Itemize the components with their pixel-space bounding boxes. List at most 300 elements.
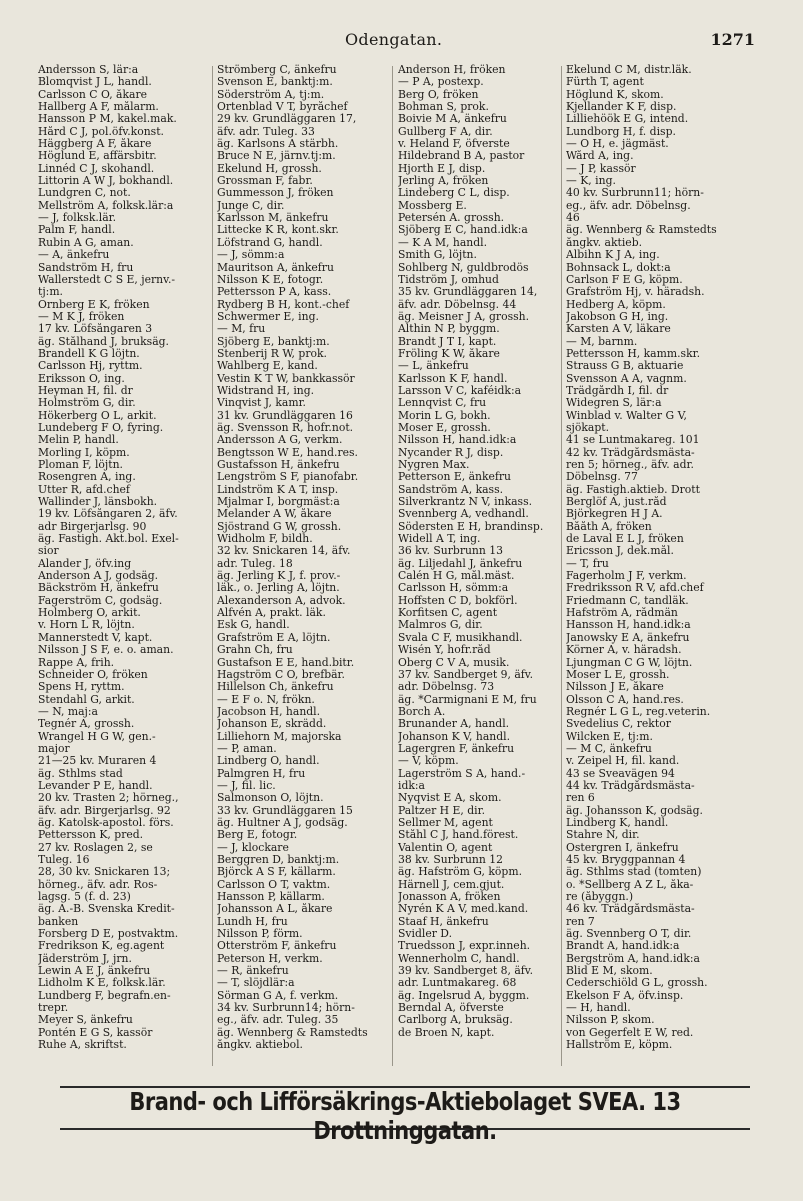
directory-column-3 bbox=[398, 64, 576, 1039]
directory-entry: 37 kv. Sandberget 9, äfv. bbox=[398, 668, 534, 681]
directory-entry: Ruhe A, skriftst. bbox=[38, 1039, 127, 1052]
directory-entry: Fagerholm J F, verkm. bbox=[566, 570, 687, 583]
directory-entry: Örnberg E K, fröken bbox=[38, 298, 150, 311]
directory-entry: Kjellander K F, disp. bbox=[566, 101, 677, 114]
directory-entry: sior bbox=[38, 545, 59, 558]
directory-column-1 bbox=[38, 64, 216, 1052]
directory-entry: — E F o. N, frökn. bbox=[217, 693, 315, 706]
directory-entry: — L, änkefru bbox=[398, 360, 469, 373]
directory-entry: Lagergren F, änkefru bbox=[398, 742, 515, 755]
directory-entry: Littorin A W J, bokhandl. bbox=[38, 175, 174, 188]
directory-entry: Lundborg H, f. disp. bbox=[566, 125, 676, 138]
directory-entry: Gullberg F A, dir. bbox=[398, 125, 493, 138]
directory-entry: Ekelund C M, distr.läk. bbox=[566, 64, 692, 76]
directory-entry: Hökerberg O L, arkit. bbox=[38, 409, 157, 422]
directory-entry: Andersson S, lär:a bbox=[38, 64, 139, 76]
directory-entry: Levander P E, handl. bbox=[38, 779, 153, 792]
directory-entry: Ploman F, löjtn. bbox=[38, 459, 123, 471]
directory-entry: ångkv. aktieb. bbox=[566, 236, 643, 249]
directory-entry: Berglöf A, just.råd bbox=[566, 496, 667, 509]
directory-entry: Gustafson E E, hand.bitr. bbox=[217, 656, 355, 669]
directory-entry: 45 kv. Bryggpannan 4 bbox=[566, 854, 686, 866]
directory-entry: Öberg C V A, musik. bbox=[398, 656, 510, 669]
directory-entry: Wennerholm C, handl. bbox=[398, 952, 520, 965]
directory-entry: Morling I, köpm. bbox=[38, 446, 130, 459]
directory-entry: Carlsson Hj, ryttm. bbox=[38, 360, 143, 373]
directory-entry: Östergren I, änkefru bbox=[566, 841, 679, 854]
directory-entry: Nilsson P, förm. bbox=[217, 928, 303, 941]
directory-entry: Ekelund H, grossh. bbox=[217, 162, 322, 175]
directory-entry: Pettersson P A, kass. bbox=[217, 286, 332, 299]
directory-entry: Brandell K G löjtn. bbox=[38, 347, 140, 360]
directory-entry: Lindberg O, handl. bbox=[217, 755, 320, 768]
directory-entry: Widegren S, lär:a bbox=[566, 397, 662, 410]
directory-entry: Widell A T, ing. bbox=[398, 533, 481, 546]
directory-entry: Mauritson A, änkefru bbox=[217, 261, 334, 274]
directory-entry: Lengström S F, pianofabr. bbox=[217, 471, 359, 484]
directory-entry: v. Horn L R, löjtn. bbox=[38, 619, 135, 632]
directory-entry: — N, maj:a bbox=[38, 705, 98, 718]
directory-entry: Lennqvist C, fru bbox=[398, 397, 487, 410]
directory-entry: Tegnér A, grossh. bbox=[38, 718, 135, 731]
directory-entry: Johanson K V, handl. bbox=[398, 730, 511, 743]
directory-entry: Lundeberg F O, fyring. bbox=[38, 421, 164, 434]
directory-entry: Karsten A V, läkare bbox=[566, 323, 671, 336]
directory-entry: Rubin A G, aman. bbox=[38, 236, 134, 249]
directory-entry: 46 bbox=[566, 212, 580, 225]
directory-entry: 36 kv. Surbrunn 13 bbox=[398, 545, 504, 558]
directory-entry: Ekelson F A, öfv.insp. bbox=[566, 989, 684, 1002]
directory-entry: Boivie M A, änkefru bbox=[398, 113, 507, 126]
directory-entry: Lindeberg C L, disp. bbox=[398, 187, 510, 200]
directory-entry: — R, änkefru bbox=[217, 965, 289, 978]
directory-entry: Otterström F, änkefru bbox=[217, 940, 337, 953]
directory-entry: Hansson P, källarm. bbox=[217, 891, 325, 904]
directory-entry: Hallberg A F, målarm. bbox=[38, 101, 159, 114]
directory-entry: Vestin K T W, bankkassör bbox=[217, 372, 355, 385]
directory-entry: eg., äfv. adr. Döbelnsg. bbox=[566, 199, 691, 212]
directory-entry: Mjalmar I, borgmäst:a bbox=[217, 496, 340, 509]
directory-entry: Jerling A, fröken bbox=[398, 175, 489, 188]
directory-entry: — J, fil. lic. bbox=[217, 779, 276, 792]
directory-entry: Ljungman C G W, löjtn. bbox=[566, 656, 693, 669]
directory-entry: ren 7 bbox=[566, 915, 595, 928]
directory-entry: Linnéd C J, skohandl. bbox=[38, 162, 155, 175]
directory-entry: Körner A, v. häradsh. bbox=[566, 644, 682, 657]
directory-entry: Svala C F, musikhandl. bbox=[398, 631, 523, 644]
directory-entry: Ståhl C J, hand.förest. bbox=[398, 829, 519, 842]
directory-entry: Nygren Max. bbox=[398, 459, 470, 471]
directory-entry: Sjöberg E C, hand.idk:a bbox=[398, 224, 528, 237]
directory-entry: Bergström A, hand.idk:a bbox=[566, 952, 700, 965]
directory-entry: äg. A.-B. Svenska Kredit- bbox=[38, 903, 175, 916]
directory-entry: 42 kv. Trädgårdsmästa- bbox=[566, 446, 695, 459]
directory-entry: Petersén A. grossh. bbox=[398, 212, 505, 225]
directory-entry: äg. *Carmignani E M, fru bbox=[398, 693, 537, 706]
directory-entry: Svidler D. bbox=[398, 928, 453, 941]
street-title: Odengatan. bbox=[345, 30, 443, 49]
directory-entry: — M, fru bbox=[217, 323, 266, 336]
directory-entry: major bbox=[38, 742, 70, 755]
directory-entry: Berg E, fotogr. bbox=[217, 829, 298, 842]
directory-entry: 39 kv. Sandberget 8, äfv. bbox=[398, 965, 534, 978]
directory-entry: Esk G, handl. bbox=[217, 619, 290, 632]
directory-entry: Moser E, grossh. bbox=[398, 421, 491, 434]
directory-entry: Bohman S, prok. bbox=[398, 101, 489, 114]
directory-entry: Wisén Y, hofr.råd bbox=[398, 644, 491, 657]
directory-entry: Blid E M, skom. bbox=[566, 965, 653, 978]
directory-entry: Strauss G B, aktuarie bbox=[566, 360, 684, 373]
directory-entry: Smith G, löjtn. bbox=[398, 249, 477, 262]
advertisement-banner bbox=[60, 1086, 750, 1145]
directory-entry: — P, aman. bbox=[217, 742, 277, 755]
directory-entry: Malmros G, dir. bbox=[398, 619, 483, 632]
directory-entry: Holmberg O, arkit. bbox=[38, 607, 141, 620]
directory-entry: — H, handl. bbox=[566, 1002, 631, 1015]
directory-entry: 29 kv. Grundläggaren 17, bbox=[217, 113, 357, 126]
directory-entry: 31 kv. Grundläggaren 16 bbox=[217, 409, 353, 422]
directory-entry: von Gegerfelt E W, red. bbox=[566, 1026, 694, 1039]
directory-entry: Sandström H, fru bbox=[38, 261, 134, 274]
directory-entry: äg. Katolsk-apostol. förs. bbox=[38, 816, 174, 829]
directory-entry: Fredriksson R V, afd.chef bbox=[566, 582, 704, 595]
directory-entry: adr Birgerjarlsg. 90 bbox=[38, 520, 147, 533]
directory-entry: Paltzer H E, dir. bbox=[398, 804, 486, 817]
directory-entry: Mellström A, folksk.lär:a bbox=[38, 199, 174, 212]
directory-entry: 28, 30 kv. Snickaren 13; bbox=[38, 866, 171, 879]
directory-entry: äg. Hultner A J, godsäg. bbox=[217, 816, 348, 829]
directory-entry: adr. Tuleg. 18 bbox=[217, 557, 293, 570]
directory-entry: Pontén E G S, kassör bbox=[38, 1026, 153, 1039]
directory-entry: lagsg. 5 (f. d. 23) bbox=[38, 891, 131, 904]
directory-entry: — K A M, handl. bbox=[398, 236, 488, 249]
directory-entry: — P A, postexp. bbox=[398, 76, 484, 89]
directory-entry: Janowsky E A, änkefru bbox=[566, 631, 690, 644]
directory-entry: Ericsson J, dek.mål. bbox=[566, 545, 674, 558]
directory-entry: Wahlberg E, kand. bbox=[217, 360, 318, 373]
directory-entry: Carlsson C O, åkare bbox=[38, 88, 148, 101]
directory-entry: Hillelson Ch, änkefru bbox=[217, 681, 334, 694]
directory-entry: äg. Jerling K J, f. prov.- bbox=[217, 570, 341, 583]
directory-entry: 21—25 kv. Muraren 4 bbox=[38, 755, 157, 768]
directory-entry: Nilsson K E, fotogr. bbox=[217, 273, 324, 286]
directory-entry: Strömberg C, änkefru bbox=[217, 64, 337, 76]
directory-entry: Svedelius C, rektor bbox=[566, 718, 671, 731]
directory-entry: Nilsson J S F, e. o. aman. bbox=[38, 644, 174, 657]
directory-entry: Nyqvist E A, skom. bbox=[398, 792, 502, 805]
directory-entry: 33 kv. Grundläggaren 15 bbox=[217, 804, 353, 817]
directory-entry: Alander J, öfv.ing bbox=[38, 557, 132, 570]
directory-entry: Björkegren H J A. bbox=[566, 508, 663, 521]
directory-entry: Bååth A, fröken bbox=[566, 520, 652, 533]
directory-entry: adr. Döbelnsg. 73 bbox=[398, 681, 495, 694]
directory-entry: Lewin A E J, änkefru bbox=[38, 965, 151, 978]
directory-entry: Rosengren A, ing. bbox=[38, 471, 136, 484]
directory-entry: Palmgren H, fru bbox=[217, 767, 306, 780]
directory-entry: läk., o. Jerling A, löjtn. bbox=[217, 582, 340, 595]
directory-entry: Silverkrantz N V, inkass. bbox=[398, 496, 533, 509]
directory-entry: — M K J, fröken bbox=[38, 310, 125, 323]
directory-entry: äg. Fastigh. Akt.bol. Exel- bbox=[38, 533, 179, 546]
directory-entry: — J, folksk.lär. bbox=[38, 212, 117, 225]
directory-entry: Widstrand H, ing. bbox=[217, 384, 315, 397]
directory-entry: Holmström G, dir. bbox=[38, 397, 136, 410]
directory-entry: 19 kv. Löfsångaren 2, äfv. bbox=[38, 508, 178, 521]
directory-entry: ren 6 bbox=[566, 792, 595, 805]
directory-entry: Stahre N, dir. bbox=[566, 829, 640, 842]
directory-entry: Karlsson M, änkefru bbox=[217, 212, 329, 225]
directory-entry: Brandt J T I, kapt. bbox=[398, 335, 497, 348]
directory-entry: Spens H, ryttm. bbox=[38, 681, 125, 694]
directory-entry: äg. Wennberg & Ramstedts bbox=[217, 1026, 368, 1039]
directory-entry: Albihn K J A, ing. bbox=[566, 249, 660, 262]
directory-entry: Sohlberg N, guldbrodös bbox=[398, 261, 529, 274]
directory-entry: Berg O, fröken bbox=[398, 88, 479, 101]
directory-entry: Peterson H, verkm. bbox=[217, 952, 323, 965]
directory-entry: Sandström A, kass. bbox=[398, 483, 504, 496]
directory-entry: Anderson A J, godsäg. bbox=[38, 570, 159, 583]
directory-entry: Lindström K A T, insp. bbox=[217, 483, 339, 496]
directory-entry: äfv. adr. Tuleg. 33 bbox=[217, 125, 315, 138]
directory-entry: Carlborg A, bruksäg. bbox=[398, 1014, 513, 1027]
directory-entry: Hedberg A, köpm. bbox=[566, 298, 666, 311]
directory-entry: Berggren D, banktj:m. bbox=[217, 854, 340, 866]
directory-entry: — K, ing. bbox=[566, 175, 616, 188]
directory-entry: Lilliehöök E G, intend. bbox=[566, 113, 689, 126]
directory-entry: Svensson A A, vagnm. bbox=[566, 372, 687, 385]
directory-entry: Melin P, handl. bbox=[38, 434, 119, 447]
directory-entry: ångkv. aktiebol. bbox=[217, 1039, 303, 1052]
directory-entry: äg. Stålhand J, bruksäg. bbox=[38, 335, 169, 348]
directory-entry: adr. Luntmakareg. 68 bbox=[398, 977, 517, 990]
directory-entry: Jäderström J, jrn. bbox=[38, 952, 132, 965]
directory-entry: Sjöstrand G W, grossh. bbox=[217, 520, 342, 533]
directory-entry: Lundgren C, not. bbox=[38, 187, 131, 200]
directory-entry: Carlsson H, sömm:a bbox=[398, 582, 509, 595]
directory-entry: Melander A W, åkare bbox=[217, 508, 332, 521]
directory-entry: Lilliehorn M, majorska bbox=[217, 730, 342, 743]
directory-entry: äfv. adr. Birgerjarlsg. 92 bbox=[38, 804, 171, 817]
directory-entry: äg. Karlsons A stärbh. bbox=[217, 138, 339, 151]
directory-column-4 bbox=[566, 64, 744, 1052]
directory-column-2 bbox=[217, 64, 395, 1052]
directory-entry: Hjorth E J, disp. bbox=[398, 162, 486, 175]
directory-entry: — J, sömm:a bbox=[217, 249, 285, 262]
directory-entry: Salmonson O, löjtn. bbox=[217, 792, 324, 805]
directory-entry: Alfvén A, prakt. läk. bbox=[217, 607, 326, 620]
directory-entry: Wallerstedt C S E, jernv.- bbox=[38, 273, 176, 286]
directory-entry: Calén H G, mål.mäst. bbox=[398, 570, 515, 583]
directory-entry: Döbelnsg. 77 bbox=[566, 471, 638, 484]
directory-entry: Trädgårdh I, fil. dr bbox=[566, 384, 669, 397]
directory-entry: Stenberij R W, prok. bbox=[217, 347, 327, 360]
directory-entry: Valentin O, agent bbox=[398, 841, 493, 854]
directory-entry: ren 5; hörneg., äfv. adr. bbox=[566, 459, 694, 471]
directory-entry: Grahn Ch, fru bbox=[217, 644, 293, 657]
directory-entry: Johansson A L, åkare bbox=[217, 903, 333, 916]
directory-entry: Utter R, afd.chef bbox=[38, 483, 130, 496]
directory-entry: Brandt A, hand.idk:a bbox=[566, 940, 680, 953]
directory-entry: Tuleg. 16 bbox=[38, 854, 90, 866]
directory-entry: Svenson E, banktj:m. bbox=[217, 76, 333, 89]
directory-entry: Hallström E, köpm. bbox=[566, 1039, 673, 1052]
directory-entry: Tidström J, omhud bbox=[398, 273, 499, 286]
directory-entry: Vinqvist J, kamr. bbox=[217, 397, 306, 410]
directory-entry: Gummesson J, fröken bbox=[217, 187, 334, 200]
directory-entry: äg. Johansson K, godsäg. bbox=[566, 804, 703, 817]
directory-entry: Rydberg B H, kont.-chef bbox=[217, 298, 350, 311]
directory-entry: Sjöberg E, banktj:m. bbox=[217, 335, 330, 348]
directory-entry: Schwermer E, ing. bbox=[217, 310, 319, 323]
directory-entry: Regnér L G L, reg.veterin. bbox=[566, 705, 711, 718]
directory-entry: de Laval E L J, fröken bbox=[566, 533, 684, 546]
directory-entry: Meyer S, änkefru bbox=[38, 1014, 133, 1027]
directory-entry: Wård A, ing. bbox=[566, 150, 634, 163]
directory-entry: Schneider O, fröken bbox=[38, 668, 148, 681]
directory-entry: Rappe A, frih. bbox=[38, 656, 115, 669]
directory-entry: Truedsson J, expr.inneh. bbox=[398, 940, 531, 953]
directory-entry: de Broen N, kapt. bbox=[398, 1026, 495, 1039]
directory-entry: Bäckström H, änkefru bbox=[38, 582, 159, 595]
directory-entry: — V, köpm. bbox=[398, 755, 459, 768]
directory-entry: Korfitsen C, agent bbox=[398, 607, 498, 620]
directory-entry: Härnell J, cem.gjut. bbox=[398, 878, 505, 891]
directory-entry: Sörman G A, f. verkm. bbox=[217, 989, 339, 1002]
directory-entry: eg., äfv. adr. Tuleg. 35 bbox=[217, 1014, 339, 1027]
directory-entry: 35 kv. Grundläggaren 14, bbox=[398, 286, 538, 299]
directory-entry: Karlsson K F, handl. bbox=[398, 372, 508, 385]
directory-entry: Hafström A, rådmän bbox=[566, 607, 678, 620]
directory-entry: 32 kv. Snickaren 14, äfv. bbox=[217, 545, 351, 558]
directory-entry: — A, änkefru bbox=[38, 249, 110, 262]
directory-entry: Grafström Hj, v. häradsh. bbox=[566, 286, 705, 299]
directory-entry: Forsberg D E, postvaktm. bbox=[38, 928, 179, 941]
directory-entry: Löfstrand G, handl. bbox=[217, 236, 323, 249]
directory-entry: Alexanderson A, advok. bbox=[217, 594, 346, 607]
directory-entry: Winblad v. Walter G V, bbox=[566, 409, 687, 422]
directory-entry: äg. Fastigh.aktieb. Drott bbox=[566, 483, 700, 496]
directory-entry: idk:a bbox=[398, 779, 425, 792]
directory-entry: Lagerström S A, hand.- bbox=[398, 767, 526, 780]
directory-entry: Hildebrand B A, pastor bbox=[398, 150, 525, 163]
directory-entry: äg. Hafström G, köpm. bbox=[398, 866, 523, 879]
directory-entry: 27 kv. Roslagen 2, se bbox=[38, 841, 153, 854]
directory-entry: Hansson P M, kakel.mak. bbox=[38, 113, 177, 126]
directory-entry: Höglund E, affärsbitr. bbox=[38, 150, 157, 163]
directory-entry: Hagström C O, brefbär. bbox=[217, 668, 345, 681]
directory-entry: v. Heland F, öfverste bbox=[398, 138, 510, 151]
directory-entry: Fürth T, agent bbox=[566, 76, 644, 89]
directory-entry: 43 se Sveavägen 94 bbox=[566, 767, 675, 780]
directory-entry: Nilsson J E, åkare bbox=[566, 681, 664, 694]
directory-entry: Wrangel H G W, gen.- bbox=[38, 730, 156, 743]
directory-entry: — J, klockare bbox=[217, 841, 289, 854]
directory-entry: Littecke K R, kont.skr. bbox=[217, 224, 339, 237]
directory-entry: Wallinder J, länsbokh. bbox=[38, 496, 158, 509]
directory-entry: Bengtsson W E, hand.res. bbox=[217, 446, 358, 459]
directory-entry: äg. Liljedahl J, änkefru bbox=[398, 557, 523, 570]
directory-entry: — M C, änkefru bbox=[566, 742, 652, 755]
directory-entry: — T, fru bbox=[566, 557, 609, 570]
directory-entry: Lidholm K E, folksk.lär. bbox=[38, 977, 166, 990]
directory-entry: Moser L E, grossh. bbox=[566, 668, 670, 681]
directory-entry: Bohnsack L, dokt:a bbox=[566, 261, 671, 274]
directory-entry: äg. Sthlms stad bbox=[38, 767, 123, 780]
directory-entry: trepr. bbox=[38, 1002, 69, 1015]
directory-entry: Mossberg E. bbox=[398, 199, 467, 212]
directory-entry: Hoffsten C D, bokförl. bbox=[398, 594, 518, 607]
directory-entry: hörneg., äfv. adr. Ros- bbox=[38, 878, 158, 891]
directory-entry: Grafström E A, löjtn. bbox=[217, 631, 331, 644]
directory-entry: Berndal A, öfverste bbox=[398, 1002, 504, 1015]
directory-entry: 20 kv. Trasten 2; hörneg., bbox=[38, 792, 179, 805]
directory-entry: Carlson F E G, köpm. bbox=[566, 273, 683, 286]
directory-entry: o. *Sellberg A Z L, åka- bbox=[566, 878, 694, 891]
page-header bbox=[0, 30, 803, 52]
directory-entry: 44 kv. Trädgårdsmästa- bbox=[566, 779, 695, 792]
directory-entry: Hård C J, pol.öfv.konst. bbox=[38, 125, 164, 138]
directory-entry: Nilsson H, hand.idk:a bbox=[398, 434, 517, 447]
directory-entry: banken bbox=[38, 915, 79, 928]
directory-entry: Petterson E, änkefru bbox=[398, 471, 512, 484]
directory-entry: Palm F, handl. bbox=[38, 224, 116, 237]
directory-entry: Nilsson P, skom. bbox=[566, 1014, 655, 1027]
directory-entry: Larsson V C, kaféidk:a bbox=[398, 384, 522, 397]
directory-entry: Örtenblad V T, byråchef bbox=[217, 101, 348, 114]
directory-entry: Mannerstedt V, kapt. bbox=[38, 631, 153, 644]
page-number: 1271 bbox=[710, 30, 755, 49]
directory-entry: — O H, e. jägmäst. bbox=[566, 138, 669, 151]
directory-entry: Häggberg A F, åkare bbox=[38, 138, 152, 151]
directory-entry: Söderström A, tj:m. bbox=[217, 88, 325, 101]
directory-entry: Grossman F, fabr. bbox=[217, 175, 313, 188]
directory-entry: — T, slöjdlär:a bbox=[217, 977, 295, 990]
directory-entry: Andersson A G, verkm. bbox=[217, 434, 343, 447]
directory-entry: äfv. adr. Döbelnsg. 44 bbox=[398, 298, 517, 311]
directory-entry: tj:m. bbox=[38, 286, 63, 299]
directory-entry: 46 kv. Trädgårdsmästa- bbox=[566, 903, 695, 916]
directory-entry: Cederschiöld G L, grossh. bbox=[566, 977, 708, 990]
directory-entry: 34 kv. Surbrunn14; hörn- bbox=[217, 1002, 355, 1015]
directory-entry: äg. Svennberg O T, dir. bbox=[566, 928, 692, 941]
directory-entry: Borch A. bbox=[398, 705, 446, 718]
directory-entry: re (åbyggn.) bbox=[566, 891, 634, 904]
directory-entry: äg. Wennberg & Ramstedts bbox=[566, 224, 717, 237]
directory-entry: Svennberg A, vedhandl. bbox=[398, 508, 529, 521]
directory-entry: Staaf H, änkefru bbox=[398, 915, 489, 928]
directory-entry: 41 se Luntmakareg. 101 bbox=[566, 434, 700, 447]
directory-entry: Wilcken E, tj:m. bbox=[566, 730, 653, 743]
directory-entry: — J P, kassör bbox=[566, 162, 636, 175]
directory-entry: Carlsson O T, vaktm. bbox=[217, 878, 331, 891]
directory-entry: Brunander A, handl. bbox=[398, 718, 510, 731]
directory-entry: v. Zeipel H, fil. kand. bbox=[566, 755, 680, 768]
directory-entry: Anderson H, fröken bbox=[398, 64, 506, 76]
directory-entry: Junge C, dir. bbox=[217, 199, 285, 212]
directory-entry: Nyrén K A V, med.kand. bbox=[398, 903, 529, 916]
directory-entry: Gustafsson H, änkefru bbox=[217, 459, 340, 471]
directory-entry: Heyman H, fil. dr bbox=[38, 384, 133, 397]
directory-entry: Jakobson G H, ing. bbox=[566, 310, 669, 323]
directory-entry: Eriksson O, ing. bbox=[38, 372, 125, 385]
directory-entry: Pettersson H, kamm.skr. bbox=[566, 347, 701, 360]
directory-entry: Sellmer M, agent bbox=[398, 816, 493, 829]
directory-entry: äg. Sthlms stad (tomten) bbox=[566, 866, 702, 879]
directory-entry: Fröling K W, åkare bbox=[398, 347, 500, 360]
directory-entry: Lindberg K, handl. bbox=[566, 816, 669, 829]
directory-entry: 17 kv. Löfsångaren 3 bbox=[38, 323, 153, 336]
directory-entry: Fagerström C, godsäg. bbox=[38, 594, 163, 607]
